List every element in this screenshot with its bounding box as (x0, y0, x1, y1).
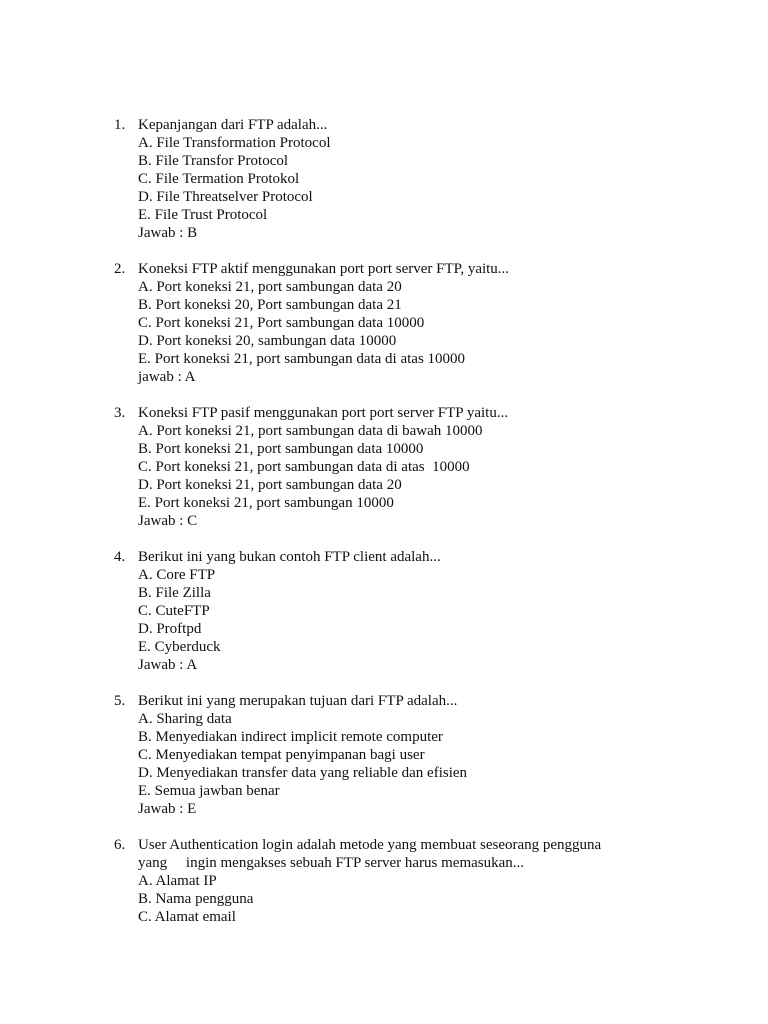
answer-key: jawab : A (138, 369, 196, 385)
question-text: Kepanjangan dari FTP adalah... (138, 117, 328, 133)
answer-option: C. Port koneksi 21, Port sambungan data 10000 (138, 315, 425, 331)
answer-option: E. File Trust Protocol (138, 207, 268, 223)
question-item (0, 548, 768, 674)
question-header (0, 116, 768, 134)
answer-option: A. Sharing data (138, 711, 232, 727)
question-text: User Authentication login adalah metode yang membuat seseorang pengguna (138, 837, 602, 853)
question-item (0, 116, 768, 242)
answer-option: C. Menyediakan tempat penyimpanan bagi user (138, 747, 425, 763)
answer-option: E. Semua jawban benar (138, 783, 280, 799)
question-item (0, 260, 768, 386)
answer-option: B. Port koneksi 20, Port sambungan data 21 (138, 297, 402, 313)
question-header (0, 260, 768, 278)
answer-option: E. Cyberduck (138, 639, 221, 655)
question-number: 6. (114, 837, 126, 853)
answer-option: E. Port koneksi 21, port sambungan 10000 (138, 495, 394, 511)
answer-option: B. Nama pengguna (138, 891, 254, 907)
question-item (0, 836, 768, 926)
question-header (0, 404, 768, 422)
answer-option: C. CuteFTP (138, 603, 210, 619)
answer-option: C. Alamat email (138, 909, 236, 925)
answer-option: A. Port koneksi 21, port sambungan data 20 (138, 279, 402, 295)
answer-option: E. Port koneksi 21, port sambungan data di atas 10000 (138, 351, 466, 367)
question-list (0, 116, 768, 944)
question-text-continued: yang ingin mengakses sebuah FTP server harus memasukan... (138, 855, 525, 871)
question-header (0, 692, 768, 710)
answer-option: B. File Zilla (138, 585, 211, 601)
question-text: Koneksi FTP aktif menggunakan port port server FTP, yaitu... (138, 261, 510, 277)
answer-option: D. Menyediakan transfer data yang reliable dan efisien (138, 765, 468, 781)
question-text: Berikut ini yang merupakan tujuan dari FTP adalah... (138, 693, 458, 709)
answer-option: B. Menyediakan indirect implicit remote computer (138, 729, 443, 745)
question-header (0, 548, 768, 566)
question-number: 4. (114, 549, 126, 565)
question-number: 1. (114, 117, 126, 133)
answer-option: D. Proftpd (138, 621, 202, 637)
answer-key: Jawab : C (138, 513, 198, 529)
question-header (0, 836, 768, 854)
question-number: 2. (114, 261, 126, 277)
question-item (0, 692, 768, 818)
answer-key: Jawab : A (138, 657, 198, 673)
answer-option: B. Port koneksi 21, port sambungan data 10000 (138, 441, 424, 457)
answer-option: A. Core FTP (138, 567, 216, 583)
question-number: 5. (114, 693, 126, 709)
question-number: 3. (114, 405, 126, 421)
answer-option: A. Port koneksi 21, port sambungan data di bawah 10000 (138, 423, 483, 439)
answer-option: D. Port koneksi 21, port sambungan data 20 (138, 477, 402, 493)
answer-option: A. File Transformation Protocol (138, 135, 331, 151)
answer-option: A. Alamat IP (138, 873, 217, 889)
question-text: Koneksi FTP pasif menggunakan port port server FTP yaitu... (138, 405, 509, 421)
answer-option: D. Port koneksi 20, sambungan data 10000 (138, 333, 397, 349)
answer-key: Jawab : B (138, 225, 198, 241)
question-item (0, 404, 768, 530)
question-text: Berikut ini yang bukan contoh FTP client adalah... (138, 549, 441, 565)
answer-option: C. Port koneksi 21, port sambungan data di atas 10000 (138, 459, 470, 475)
answer-key: Jawab : E (138, 801, 197, 817)
answer-option: D. File Threatselver Protocol (138, 189, 313, 205)
answer-option: B. File Transfor Protocol (138, 153, 289, 169)
answer-option: C. File Termation Protokol (138, 171, 300, 187)
